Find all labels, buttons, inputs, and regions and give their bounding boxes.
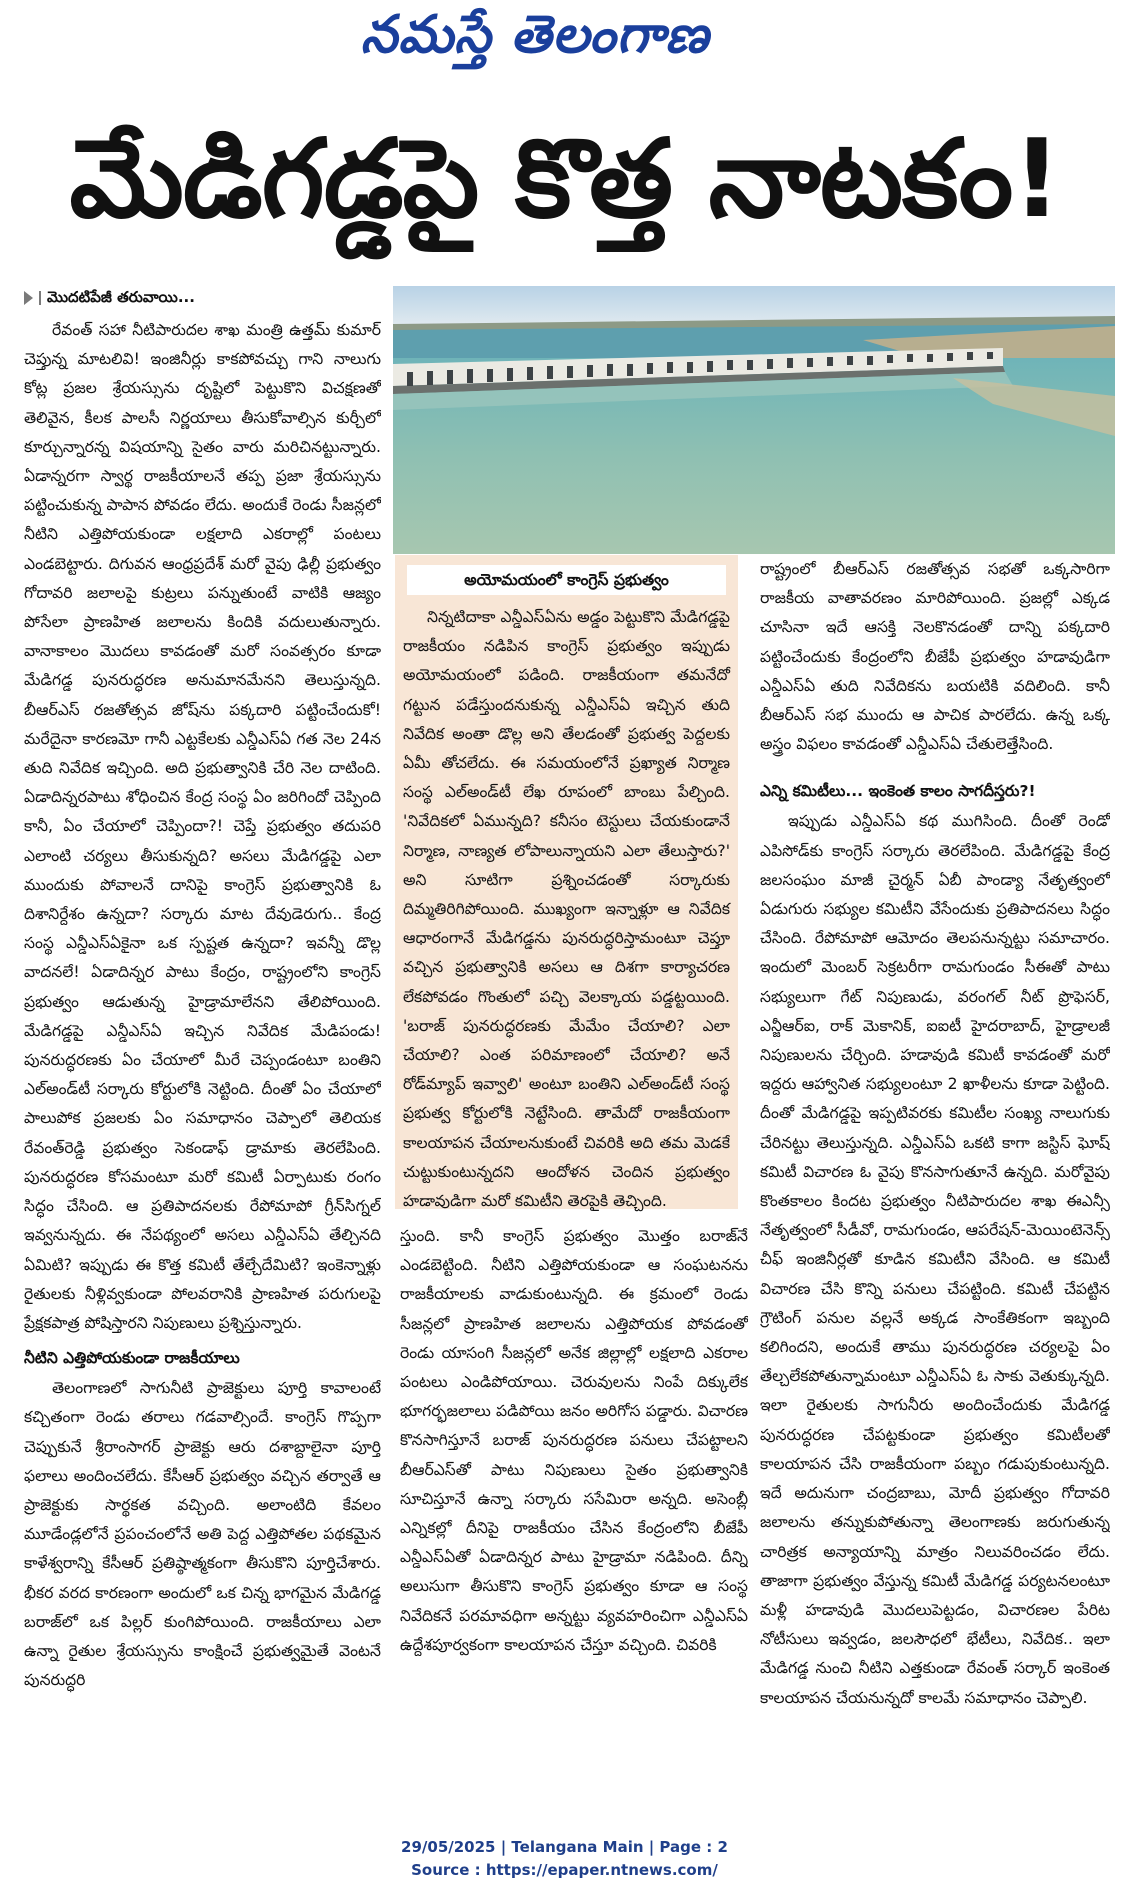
article-paragraph: స్తుంది. కానీ కాంగ్రెస్ ప్రభుత్వం మొత్తం బరాజ్‌నే ఎండబెట్టింది. నీటిని ఎత్తిపోయకుండా ఆ సంఘటనను రాజకీయాలకు వాడుకుంటున్నది. ఈ క్రమంలో రెండు సీజన్లలో ప్రాణహిత జలాలను ఎత్తిపోయక పోవడంతో రెండు యాసంగి సీజన్లలో అనేక జిల్లాల్లో లక్షలాది ఎకరాల పంటలు ఎండిపోయాయి. చెరువులను నింపే దిక్కులేక భూగర్భజలాలు పడిపోయి జనం అరిగోస పడ్డారు. విచారణ కొనసాగిస్తూనే బరాజ్ పునరుద్ధరణ పనులు చేపట్టాలని బీఆర్ఎస్‌తో పాటు నిపుణులు సైతం ప్రభుత్వానికి సూచిస్తూనే ఉన్నా సర్కారు ససేమిరా అన్నది. అసెంబ్లీ ఎన్నికల్లో దీనిపై రాజకీయం చేసిన కేంద్రంలోని బీజేపీ ఎన్డీఎస్ఏతో ఏడాదిన్నర పాటు హైడ్రామా నడిపింది. దీన్ని అలుసుగా తీసుకొని కాంగ్రెస్ ప్రభుత్వం కూడా ఆ సంస్థ నివేదికనే పరమావధిగా అన్నట్టు వ్యవహరించిగా ఎన్డీఎస్ఏ ఉద్దేశపూర్వకంగా కాలయాపన చేస్తూ వచ్చింది. చివరికి	[400, 1227, 748, 1654]
barrage-photo-image	[393, 286, 1115, 554]
subheading: ఎన్ని కమిటీలు... ఇంకెంత కాలం సాగదీస్తరు?!	[760, 782, 1036, 801]
masthead-title: నమస్తే తెలంగాణ	[360, 4, 710, 65]
article-paragraph: రాష్ట్రంలో బీఆర్ఎస్ రజతోత్సవ సభతో ఒక్కసారిగా రాజకీయ వాతావరణం మారిపోయింది. ప్రజల్లో ఎక్కడ చూసినా ఇదే ఆసక్తి నెలకొనడంతో దాన్ని పక్కదారి పట్టించేందుకు కేంద్రంలోని బీజేపీ ప్రభుత్వం హడావుడిగా ఎన్డీఎస్ఏ తుది నివేదికను బయటికి వదిలింది. కానీ బీఆర్ఎస్ సభ ముందు ఆ పాచిక పారలేదు. ఉన్న ఒక్క అస్త్రం విఫలం కావడంతో ఎన్డీఎస్ఏ చేతులెత్తేసింది.	[760, 560, 1110, 754]
kicker-text: మొదటిపేజీ తరువాయి...	[47, 288, 195, 307]
sidebar-box	[395, 555, 738, 1209]
sidebar-box-body	[403, 603, 730, 1216]
article-paragraph: తెలంగాణలో సాగునీటి ప్రాజెక్టులు పూర్తి కావాలంటే కచ్చితంగా రెండు తరాలు గడవాల్సిందే. కాంగ్రెస్ గొప్పగా చెప్పుకునే శ్రీరాంసాగర్ ప్రాజెక్టు ఆరు దశాబ్దాలైనా పూర్తి ఫలాలు అందించలేదు. కేసీఆర్ ప్రభుత్వం వచ్చిన తర్వాతే ఆ ప్రాజెక్టుకు సార్థకత వచ్చింది. అలాంటిది కేవలం మూడేండ్లలోనే ప్రపంచంలోనే అతి పెద్ద ఎత్తిపోతల పథకమైన కాళేశ్వరాన్ని కేసీఆర్ ప్రతిష్ఠాత్మకంగా తీసుకొని పూర్తిచేశారు. భీకర వరద కారణంగా అందులో ఒక చిన్న భాగమైన మేడిగడ్డ బరాజ్‌లో ఒక పిల్లర్ కుంగిపోయింది. రాజకీయాలు ఎలా ఉన్నా రైతుల శ్రేయస్సును కాంక్షించే ప్రభుత్వమైతే వెంటనే పునరుద్ధరి	[24, 1379, 381, 1690]
subheading: నీటిని ఎత్తిపోయకుండా రాజకీయాలు	[24, 1349, 240, 1368]
barrage-photo	[393, 286, 1115, 554]
article-paragraph: ఇప్పుడు ఎన్డీఎస్ఏ కథ ముగిసింది. దీంతో రెండో ఎపిసోడ్‌కు కాంగ్రెస్ సర్కారు తెరలేపింది. మేడిగడ్డపై కేంద్ర జలసంఘం మాజీ చైర్మన్ ఏబీ పాండ్యా నేతృత్వంలో ఏడుగురు సభ్యుల కమిటీని వేసేందుకు ప్రతిపాదనలు సిద్ధం చేసింది. రేపోమాపో ఆమోదం తెలపనున్నట్టు సమాచారం. ఇందులో మెంబర్ సెక్రటరీగా రామగుండం సీఈతో పాటు సభ్యులుగా గేట్ నిపుణుడు, వరంగల్ నీట్ ప్రొఫెసర్, ఎన్జీఆర్ఐ, రాక్ మెకానిక్, ఐఐటీ హైదరాబాద్, హైడ్రాలజీ నిపుణులను చేర్చింది. హడావుడి కమిటీ కావడంతో మరో ఇద్దరు ఆహ్వానిత సభ్యులంటూ 2 ఖాళీలను కూడా పెట్టింది. దీంతో మేడిగడ్డపై ఇప్పటివరకు కమిటీల సంఖ్య నాలుగుకు చేరినట్టు తెలుస్తున్నది. ఎన్డీఎస్ఏ ఒకటి కాగా జస్టిస్ ఘోష్ కమిటీ విచారణ ఓ వైపు కొనసాగుతూనే ఉన్నది. మరోవైపు కొంతకాలం కిందట ప్రభుత్వం నీటిపారుదల శాఖ ఈఎన్సీ నేతృత్వంలో సీడీవో, రామగుండం, ఆపరేషన్-మెయింటెనెన్స్ చీఫ్ ఇంజినీర్లతో కూడిన కమిటీని వేసింది. ఆ కమిటీ విచారణ చేసి కొన్ని పనులు చేపట్టింది. కమిటీ చేపట్టిన గ్రౌటింగ్ పనుల వల్లనే అక్కడ సాంకేతికంగా ఇబ్బంది కలిగిందని, అందుకే తాము పునరుద్ధరణ చర్యలపై ఏం తేల్చలేకపోతున్నామంటూ ఎన్డీఎస్ఏ ఓ సాకు వెతుక్కున్నది. ఇలా రైతులకు సాగునీరు అందించేందుకు మేడిగడ్డ పునరుద్ధరణ చేపట్టకుండా ప్రభుత్వం కమిటీలతో కాలయాపన చేసి రాజకీయంగా పబ్బం గడుపుకుంటున్నది. ఇదే అదునుగా చంద్రబాబు, మోదీ ప్రభుత్వం గోదావరి జలాలను తన్నుకుపోతున్నా తెలంగాణకు జరుగుతున్న చారిత్రక అన్యాయాన్ని మాత్రం నిలువరించడం లేదు. తాజాగా ప్రభుత్వం వేస్తున్న కమిటీ మేడిగడ్డ పర్యటనలంటూ మళ్లీ హడావుడి మొదలుపెట్టడం, విచారణల పేరిట నోటీసులు ఇవ్వడం, జలసౌధలో భేటీలు, నివేదిక.. ఇలా మేడిగడ్డ నుంచి నీటిని ఎత్తకుండా రేవంత్ సర్కార్ ఇంకెంత కాలయాపన చేయనున్నదో కాలమే సమాధానం చెప్పాలి.	[760, 812, 1110, 1707]
article-column-3	[760, 555, 1110, 1713]
masthead	[300, 6, 770, 76]
headline-text: మేడిగడ్డపై కొత్త నాటకం!	[69, 117, 1061, 242]
sidebar-box-title: అయోమయంలో కాంగ్రెస్ ప్రభుత్వం	[407, 565, 726, 595]
article-column-1	[24, 286, 381, 1695]
divider	[39, 291, 41, 305]
article-column-2	[400, 1222, 748, 1660]
footer-dateline: 29/05/2025 | Telangana Main | Page : 2	[401, 1838, 728, 1856]
footer-source: Source : https://epaper.ntnews.com/	[411, 1861, 718, 1879]
headline	[20, 118, 1110, 268]
sidebar-box-paragraph: నిన్నటిదాకా ఎన్డీఎస్ఏను అడ్డం పెట్టుకొని మేడిగడ్డపై రాజకీయం నడిపిన కాంగ్రెస్ ప్రభుత్వం ఇప్పుడు అయోమయంలో పడింది. రాజకీయంగా తమనేదో గట్టున పడేస్తుందనుకున్న ఎన్డీఎస్ఏ ఇచ్చిన తుది నివేదిక అంతా డొల్ల అని తేలడంతో ప్రభుత్వ పెద్దలకు ఏమీ తోచలేదు. ఈ సమయంలోనే ప్రఖ్యాత నిర్మాణ సంస్థ ఎల్అండ్‌టీ లేఖ రూపంలో బాంబు పేల్చింది. 'నివేదికలో ఏమున్నది? కనీసం టెస్టులు చేయకుండానే నిర్మాణ, నాణ్యత లోపాలున్నాయని ఎలా తేలుస్తారు?' అని సూటిగా ప్రశ్నించడంతో సర్కారుకు దిమ్మతిరిగిపోయింది. ముఖ్యంగా ఇన్నాళ్లూ ఆ నివేదిక ఆధారంగానే మేడిగడ్డను పునరుద్ధరిస్తామంటూ చెప్తూ వచ్చిన ప్రభుత్వానికి అసలు ఆ దిశగా కార్యాచరణ లేకపోవడం గొంతులో పచ్చి వెలక్కాయ పడ్డట్టయింది. 'బరాజ్ పునరుద్ధరణకు మేమేం చేయాలి? ఎలా చేయాలి? ఎంత పరిమాణంలో చేయాలి? అనే రోడ్‌మ్యాప్ ఇవ్వాలి' అంటూ బంతిని ఎల్అండ్‌టీ సంస్థ ప్రభుత్వ కోర్టులోకి నెట్టేసింది. తామేదో రాజకీయంగా కాలయాపన చేయాలనుకుంటే చివరికి అది తమ మెడకే చుట్టుకుంటున్నదని ఆందోళన చెందిన ప్రభుత్వం హడావుడిగా మరో కమిటీని తెరపైకి తెచ్చింది.	[403, 608, 730, 1211]
article-paragraph: రేవంత్ సహా నీటిపారుదల శాఖ మంత్రి ఉత్తమ్ కుమార్ చెప్తున్న మాటలివి! ఇంజినీర్లు కాకపోవచ్చు గాని నాలుగు కోట్ల ప్రజల శ్రేయస్సును దృష్టిలో పెట్టుకొని విచక్షణతో తెలివైన, కీలక పాలసీ నిర్ణయాలు తీసుకోవాల్సిన కుర్చీలో కూర్చున్నారన్న విషయాన్ని సైతం వారు మరిచినట్టున్నారు. ఏడాన్నరగా స్వార్థ రాజకీయాలనే తప్ప ప్రజా శ్రేయస్సును పట్టించుకున్న పాపాన పోవడం లేదు. అందుకే రెండు సీజన్లలో నీటిని ఎత్తిపోయకుండా లక్షలాది ఎకరాల్లో పంటలు ఎండబెట్టారు. దిగువన ఆంధ్రప్రదేశ్ మరో వైపు ఢిల్లీ ప్రభుత్వం గోదావరి జలాలపై కుట్రలు పన్నుతుంటే వాటికి ఆజ్యం పోసేలా ప్రాణహిత జలాలను కిందికి వదులుతున్నారు. వానాకాలం మొదలు కావడంతో మరో సంవత్సరం కూడా మేడిగడ్డ పునరుద్ధరణ అనుమానమేనని తెలుస్తున్నది. బీఆర్ఎస్ రజతోత్సవ జోష్‌ను పక్కదారి పట్టించేందుకో! మరేదైనా కారణమో గానీ ఎట్టకేలకు ఎన్డీఎస్ఏ గత నెల 24న తుది నివేదిక ఇచ్చింది. అది ప్రభుత్వానికి చేరి నెల దాటింది. ఏడాదిన్నరపాటు శోధించిన కేంద్ర సంస్థ ఏం జరిగిందో చెప్పింది కానీ, ఏం చేయాలో చెప్పిందా?! చెప్తే ప్రభుత్వం తదుపరి ఎలాంటి చర్యలు తీసుకున్నది? అసలు మేడిగడ్డపై ఎలా ముందుకు పోవాలనే దానిపై కాంగ్రెస్ ప్రభుత్వానికి ఓ దిశానిర్దేశం ఉన్నదా? సర్కారు మాట దేవుడెరుగు.. కేంద్ర సంస్థ ఎన్డీఎస్ఏకైనా ఒక స్పష్టత ఉన్నదా? ఇవన్నీ డొల్ల వాదనలే! ఏడాదిన్నర పాటు కేంద్రం, రాష్ట్రంలోని కాంగ్రెస్ ప్రభుత్వం ఆడుతున్న హైడ్రామాలేనని తేలిపోయింది. మేడిగడ్డపై ఎన్డీఎస్ఏ ఇచ్చిన నివేదిక మేడిపండు! పునరుద్ధరణకు ఏం చేయాలో మీరే చెప్పండంటూ బంతిని ఎల్అండ్‌టీ సర్కారు కోర్టులోకి నెట్టింది. దీంతో ఏం చేయాలో పాలుపోక ప్రజలకు ఏం సమాధానం చెప్పాలో తెలియక రేవంత్‌రెడ్డి ప్రభుత్వం సెకండాఫ్ డ్రామాకు తెరలేపింది. పునరుద్ధరణ కోసమంటూ మరో కమిటీ ఏర్పాటుకు రంగం సిద్ధం చేసింది. ఆ ప్రతిపాదనలకు రేపోమాపో గ్రీన్‌సిగ్నల్ ఇవ్వనున్నదు. ఈ నేపథ్యంలో అసలు ఎన్డీఎస్ఏ తేల్చినది ఏమిటి? ఇప్పుడు ఈ కొత్త కమిటీ తేల్చేదేమిటి? ఇంకెన్నాళ్లు రైతులకు నీళ్లివ్వకుండా పోలవరానికి ప్రాణహిత పరుగులపై ప్రేక్షకపాత్ర పోషిస్తారని నిపుణులు ప్రశ్నిస్తున్నారు.	[24, 321, 381, 1332]
continuation-kicker	[24, 286, 381, 310]
triangle-arrow-icon	[24, 291, 33, 305]
